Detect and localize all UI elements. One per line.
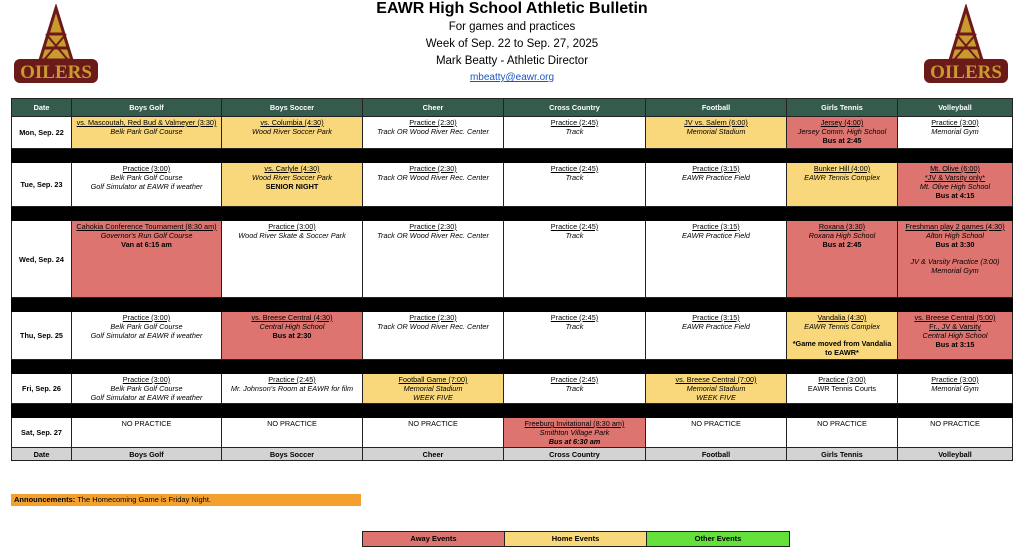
row-date: Fri, Sep. 26: [12, 374, 72, 404]
event-cell-boys-soccer: [222, 117, 363, 149]
event-cell-football: [646, 163, 787, 207]
event-cell-volleyball: [898, 221, 1013, 298]
separator-bar: [12, 360, 1013, 374]
column-header-volleyball: Volleyball: [898, 99, 1013, 117]
event-cell-football: [646, 117, 787, 149]
event-title: Football Game (7:00): [398, 375, 468, 384]
director-name: Mark Beatty - Athletic Director: [435, 55, 589, 67]
event-note: Bus at 3:30: [935, 240, 975, 249]
event-cell-cheer: [363, 221, 504, 298]
event-location: Track OR Wood River Rec. Center: [377, 322, 489, 331]
event-location: EAWR Practice Field: [682, 322, 750, 331]
column-header-row: [12, 99, 1013, 117]
event-title: Practice (3:00): [818, 375, 866, 384]
event-note: Bus at 6:30 am: [548, 437, 601, 446]
column-footer-row: [12, 448, 1013, 461]
event-cell-cross-country: [504, 221, 646, 298]
event-title: Practice (2:45): [550, 164, 599, 173]
event-title: Cahokia Conference Tournament (8:30 am): [76, 222, 217, 231]
event-cell-football: [646, 312, 787, 360]
column-footer-football: Football: [646, 448, 787, 461]
spacer: [789, 331, 895, 339]
event-title: Practice (3:15): [692, 222, 740, 231]
event-location: Smithton Village Park: [539, 428, 610, 437]
column-header-cheer: Cheer: [363, 99, 504, 117]
event-cell-girls-tennis: [787, 117, 898, 149]
event-location: Track: [565, 322, 584, 331]
oilers-logo-text: OILERS: [20, 62, 92, 83]
event-cell-boys-golf: [72, 418, 222, 448]
event-cell-cross-country: [504, 117, 646, 149]
event-location: Mt. Olive High School: [919, 182, 991, 191]
event-cell-football: [646, 374, 787, 404]
column-footer-volleyball: Volleyball: [898, 448, 1013, 461]
event-note: Bus at 2:45: [822, 136, 862, 145]
director-email-link[interactable]: mbeatty@eawr.org: [469, 72, 555, 83]
event-location: Golf Simulator at EAWR if weather: [90, 182, 203, 191]
event-location: EAWR Tennis Complex: [804, 173, 880, 182]
event-cell-boys-golf: [72, 221, 222, 298]
column-header-cross-country: Cross Country: [504, 99, 646, 117]
event-cell-girls-tennis: [787, 312, 898, 360]
legend-other: Other Events: [647, 532, 789, 546]
event-title: vs. Mascoutah, Red Bud & Valmeyer (3:30): [76, 118, 217, 127]
event-location: Governor's Run Golf Course: [100, 231, 193, 240]
event-location: Track: [565, 127, 584, 136]
event-location: WEEK FIVE: [696, 393, 736, 402]
event-cell-boys-soccer: [222, 312, 363, 360]
event-location: Track OR Wood River Rec. Center: [377, 127, 489, 136]
event-cell-girls-tennis: [787, 221, 898, 298]
column-footer-boys-soccer: Boys Soccer: [222, 448, 363, 461]
event-title: Jersey (4:00): [820, 118, 864, 127]
event-location: Memorial Stadium: [686, 384, 746, 393]
event-cell-volleyball: [898, 374, 1013, 404]
event-title: JV vs. Salem (6:00): [684, 118, 748, 127]
event-title: Vandalia (4:30): [817, 313, 867, 322]
event-location: Track: [565, 384, 584, 393]
schedule-row: [12, 163, 1013, 207]
row-date: Wed, Sep. 24: [12, 221, 72, 298]
event-title: Practice (2:45): [268, 375, 316, 384]
event-title: Practice (2:45): [550, 313, 599, 322]
event-location: Belk Park Golf Course: [110, 384, 183, 393]
event-location: EAWR Tennis Courts: [807, 384, 877, 393]
event-cell-boys-soccer: [222, 418, 363, 448]
event-location: Wood River Soccer Park: [252, 173, 332, 182]
event-note: Bus at 4:15: [935, 191, 975, 200]
event-cell-volleyball: [898, 163, 1013, 207]
event-cell-volleyball: [898, 117, 1013, 149]
column-footer-girls-tennis: Girls Tennis: [787, 448, 898, 461]
event-title: Practice (2:45): [550, 375, 599, 384]
row-separator: [12, 149, 1013, 163]
event-cell-cross-country: [504, 418, 646, 448]
event-cell-boys-golf: [72, 163, 222, 207]
color-legend: [362, 531, 790, 547]
event-title: Fr., JV & Varsity: [929, 322, 981, 331]
oilers-logo-text: OILERS: [930, 62, 1002, 83]
row-separator: [12, 360, 1013, 374]
event-location: NO PRACTICE: [817, 419, 867, 428]
event-location: Belk Park Golf Course: [110, 173, 183, 182]
column-header-football: Football: [646, 99, 787, 117]
event-cell-cheer: [363, 418, 504, 448]
event-location: Memorial Gym: [931, 384, 979, 393]
schedule-row: [12, 374, 1013, 404]
schedule-body: [12, 99, 1013, 461]
schedule-row: [12, 312, 1013, 360]
page-title: EAWR High School Athletic Bulletin: [376, 0, 648, 17]
announcement-label: Announcements:: [14, 495, 76, 504]
event-cell-cheer: [363, 312, 504, 360]
event-title: Practice (2:45): [550, 222, 599, 231]
event-title: *JV & Varsity only*: [924, 173, 986, 182]
event-cell-girls-tennis: [787, 374, 898, 404]
event-cell-boys-golf: [72, 117, 222, 149]
event-location: Memorial Gym: [931, 127, 979, 136]
schedule-row: [12, 221, 1013, 298]
event-note: Van at 6:15 am: [121, 240, 172, 249]
schedule-row: [12, 117, 1013, 149]
event-title: Practice (3:00): [931, 118, 979, 127]
event-cell-girls-tennis: [787, 163, 898, 207]
event-location: NO PRACTICE: [267, 419, 317, 428]
event-location: Memorial Gym: [931, 266, 979, 275]
event-location: Roxana High School: [808, 231, 876, 240]
event-title: Mt. Olive (6:00): [930, 164, 980, 173]
event-location: NO PRACTICE: [121, 419, 172, 428]
row-separator: [12, 298, 1013, 312]
event-location: Jersey Comm. High School: [797, 127, 887, 136]
event-title: Practice (3:00): [931, 375, 979, 384]
column-header-boys-golf: Boys Golf: [72, 99, 222, 117]
event-title: Practice (3:00): [122, 313, 171, 322]
column-header-boys-soccer: Boys Soccer: [222, 99, 363, 117]
event-cell-boys-golf: [72, 374, 222, 404]
row-separator: [12, 207, 1013, 221]
event-title: Practice (3:00): [122, 164, 171, 173]
event-title: Practice (3:15): [692, 164, 740, 173]
event-cell-cross-country: [504, 312, 646, 360]
event-cell-boys-soccer: [222, 163, 363, 207]
event-title: Practice (2:30): [409, 222, 457, 231]
event-cell-girls-tennis: [787, 418, 898, 448]
event-location: Alton High School: [925, 231, 984, 240]
column-header-date: Date: [12, 99, 72, 117]
event-cell-cross-country: [504, 163, 646, 207]
event-title: Freeburg Invitational (8:30 am): [524, 419, 625, 428]
event-location: EAWR Practice Field: [682, 231, 750, 240]
event-location: EAWR Tennis Complex: [804, 322, 880, 331]
event-location: EAWR Practice Field: [682, 173, 750, 182]
event-location: Wood River Soccer Park: [252, 127, 332, 136]
event-location: Memorial Stadium: [403, 384, 463, 393]
separator-bar: [12, 298, 1013, 312]
column-footer-boys-golf: Boys Golf: [72, 448, 222, 461]
column-footer-cheer: Cheer: [363, 448, 504, 461]
event-title: Roxana (3:30): [818, 222, 866, 231]
event-location: Track: [565, 231, 584, 240]
event-cell-cheer: [363, 117, 504, 149]
event-cell-boys-soccer: [222, 374, 363, 404]
schedule-row: [12, 418, 1013, 448]
column-footer-date: Date: [12, 448, 72, 461]
event-note: *Game moved from Vandalia to EAWR*: [792, 339, 892, 357]
event-cell-football: [646, 221, 787, 298]
event-cell-cross-country: [504, 374, 646, 404]
separator-bar: [12, 207, 1013, 221]
event-cell-boys-golf: [72, 312, 222, 360]
event-title: vs. Columbia (4:30): [260, 118, 324, 127]
event-location: NO PRACTICE: [408, 419, 458, 428]
event-location: Belk Park Golf Course: [110, 127, 183, 136]
week-range: Week of Sep. 22 to Sep. 27, 2025: [425, 38, 599, 50]
event-note: Bus at 2:45: [822, 240, 862, 249]
event-title: Practice (2:30): [409, 164, 457, 173]
event-location: Track OR Wood River Rec. Center: [377, 173, 489, 182]
event-title: Practice (2:30): [409, 313, 457, 322]
row-separator: [12, 404, 1013, 418]
event-title: Practice (3:15): [692, 313, 740, 322]
event-location: Golf Simulator at EAWR if weather: [90, 393, 203, 402]
row-date: Thu, Sep. 25: [12, 312, 72, 360]
event-cell-volleyball: [898, 312, 1013, 360]
event-note: SENIOR NIGHT: [265, 182, 319, 191]
event-location: NO PRACTICE: [691, 419, 741, 428]
row-date: Sat, Sep. 27: [12, 418, 72, 448]
event-title: vs. Breese Central (4:30): [251, 313, 333, 322]
event-location: Golf Simulator at EAWR if weather: [90, 331, 203, 340]
event-title: Practice (2:45): [550, 118, 599, 127]
event-location: NO PRACTICE: [930, 419, 980, 428]
event-cell-boys-soccer: [222, 221, 363, 298]
spacer: [900, 249, 1010, 257]
legend-away: Away Events: [363, 532, 505, 546]
event-location: Memorial Stadium: [686, 127, 746, 136]
separator-bar: [12, 149, 1013, 163]
separator-bar: [12, 404, 1013, 418]
event-cell-volleyball: [898, 418, 1013, 448]
event-location: Central High School: [259, 322, 325, 331]
announcement-bar: [11, 494, 361, 506]
event-location: Mr. Johnson's Room at EAWR for film: [230, 384, 354, 393]
event-note: Bus at 3:15: [935, 340, 975, 349]
event-cell-cheer: [363, 163, 504, 207]
event-location: Track OR Wood River Rec. Center: [377, 231, 489, 240]
row-date: Mon, Sep. 22: [12, 117, 72, 149]
event-title: vs. Carlyle (4:30): [264, 164, 320, 173]
event-title: vs. Breese Central (7:00): [675, 375, 757, 384]
event-location: JV & Varsity Practice (3:00): [910, 257, 1000, 266]
column-footer-cross-country: Cross Country: [504, 448, 646, 461]
event-location: Belk Park Golf Course: [110, 322, 183, 331]
schedule-table: [11, 98, 1013, 461]
event-title: Practice (2:30): [409, 118, 457, 127]
event-cell-cheer: [363, 374, 504, 404]
event-title: Practice (3:00): [122, 375, 171, 384]
column-header-girls-tennis: Girls Tennis: [787, 99, 898, 117]
event-title: Freshman play 2 games (4:30): [905, 222, 1005, 231]
event-cell-football: [646, 418, 787, 448]
event-title: Bunker Hill (4:00): [813, 164, 871, 173]
event-note: Bus at 2:30: [272, 331, 312, 340]
announcement-text: The Homecoming Game is Friday Night.: [75, 495, 212, 504]
event-location: Track: [565, 173, 584, 182]
event-title: vs. Breese Central (5:00): [914, 313, 996, 322]
event-title: Practice (3:00): [268, 222, 316, 231]
legend-home: Home Events: [505, 532, 647, 546]
event-location: Wood River Skate & Soccer Park: [238, 231, 346, 240]
event-location: Central High School: [922, 331, 988, 340]
event-location: WEEK FIVE: [413, 393, 453, 402]
subtitle: For games and practices: [448, 21, 576, 33]
row-date: Tue, Sep. 23: [12, 163, 72, 207]
